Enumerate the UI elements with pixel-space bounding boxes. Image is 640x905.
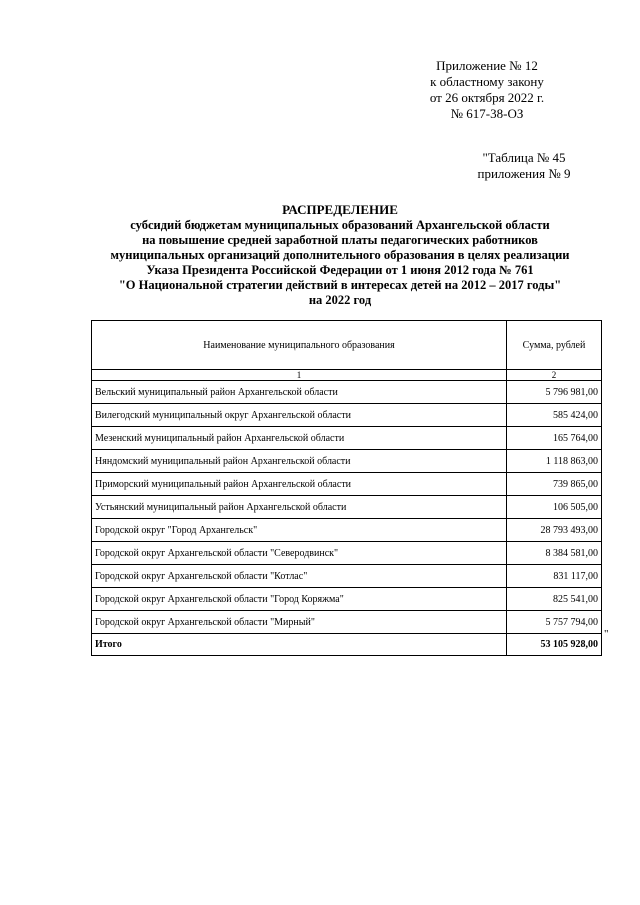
appendix-law-number: № 617-38-ОЗ [450,106,524,121]
table-row [92,611,602,634]
column-number-row [92,370,602,381]
row-name: Мезенский муниципальный район Архангельской области [92,427,507,450]
title-line-6: на 2022 год [308,293,372,307]
title-main: РАСПРЕДЕЛЕНИЕ [282,202,398,217]
row-sum: 1 118 863,00 [507,450,602,473]
table-row [92,404,602,427]
total-row [92,634,602,656]
header-sum: Сумма, рублей [507,321,602,370]
table-row [92,542,602,565]
appendix-date: от 26 октября 2022 г. [429,90,545,105]
row-name: Городской округ Архангельской области "Мирный" [92,611,507,634]
row-sum: 106 505,00 [507,496,602,519]
title-line-3: муниципальных организаций дополнительного образования в целях реализации [110,248,570,262]
row-name: Приморский муниципальный район Архангельской области [92,473,507,496]
row-sum: 28 793 493,00 [507,519,602,542]
distribution-table [91,320,602,656]
total-sum: 53 105 928,00 [507,634,602,656]
row-name: Вельский муниципальный район Архангельской области [92,381,507,404]
title-line-5: "О Национальной стратегии действий в интересах детей на 2012 – 2017 годы" [118,278,562,292]
title-line-4: Указа Президента Российской Федерации от 1 июня 2012 года № 761 [146,263,534,277]
total-label: Итого [92,634,507,656]
row-sum: 5 757 794,00 [507,611,602,634]
table-row [92,496,602,519]
table-row [92,473,602,496]
table-row [92,565,602,588]
row-sum: 831 117,00 [507,565,602,588]
row-sum: 5 796 981,00 [507,381,602,404]
header-name: Наименование муниципального образования [92,321,507,370]
table-row [92,427,602,450]
table-row [92,450,602,473]
appendix-reference [392,58,582,122]
row-name: Устьянский муниципальный район Архангельской области [92,496,507,519]
table-appendix: приложения № 9 [477,166,571,181]
table-number: "Таблица № 45 [482,150,566,165]
table-row [92,519,602,542]
title-line-2: на повышение средней заработной платы педагогических работников [142,233,538,247]
column-number-1: 1 [92,370,507,381]
appendix-law: к областному закону [430,74,544,89]
closing-quote: " [604,628,609,640]
table-row [92,381,602,404]
row-name: Городской округ Архангельской области "Город Коряжма" [92,588,507,611]
row-sum: 165 764,00 [507,427,602,450]
table-row [92,588,602,611]
row-name: Городской округ Архангельской области "Котлас" [92,565,507,588]
row-sum: 8 384 581,00 [507,542,602,565]
row-name: Городской округ "Город Архангельск" [92,519,507,542]
row-name: Вилегодский муниципальный округ Архангельской области [92,404,507,427]
document-title [80,202,600,308]
appendix-number: Приложение № 12 [436,58,538,73]
column-number-2: 2 [507,370,602,381]
row-sum: 825 541,00 [507,588,602,611]
title-line-1: субсидий бюджетам муниципальных образований Архангельской области [130,218,550,232]
row-name: Няндомский муниципальный район Архангельской области [92,450,507,473]
row-sum: 739 865,00 [507,473,602,496]
table-reference [464,150,584,182]
row-name: Городской округ Архангельской области "Северодвинск" [92,542,507,565]
row-sum: 585 424,00 [507,404,602,427]
